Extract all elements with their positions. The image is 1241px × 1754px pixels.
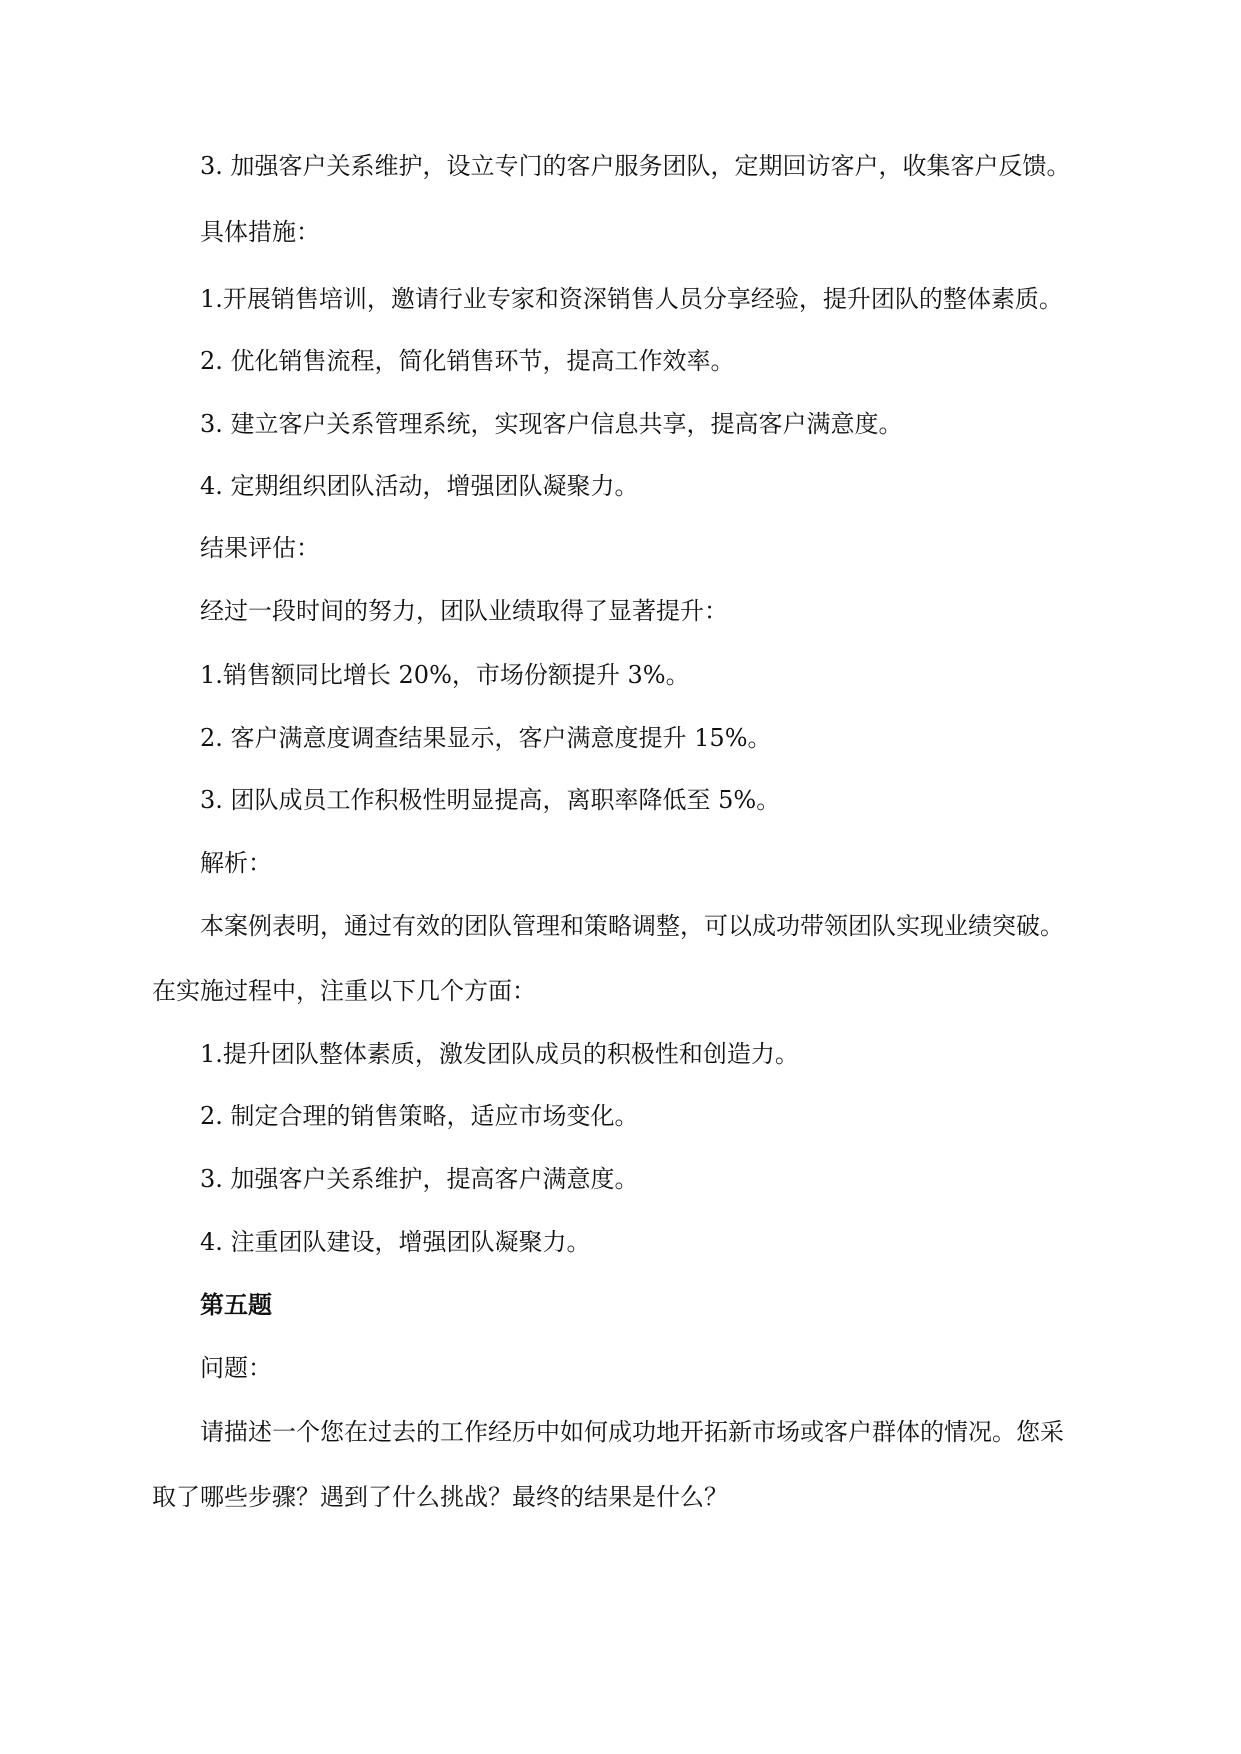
paragraph-line: 经过一段时间的努力，团队业绩取得了显著提升： (200, 597, 728, 625)
paragraph-line: 3. 加强客户关系维护，设立专门的客户服务团队，定期回访客户，收集客户反馈。 (200, 152, 1071, 180)
section-label: 解析： (200, 849, 272, 877)
list-item: 3. 加强客户关系维护，提高客户满意度。 (200, 1165, 639, 1193)
list-item: 2. 制定合理的销售策略，适应市场变化。 (200, 1102, 639, 1130)
list-item: 2. 优化销售流程，简化销售环节，提高工作效率。 (200, 347, 735, 375)
list-item: 2. 客户满意度调查结果显示，客户满意度提升 15%。 (200, 724, 772, 752)
list-item: 1.销售额同比增长 20%，市场份额提升 3%。 (200, 661, 690, 689)
paragraph-line: 本案例表明，通过有效的团队管理和策略调整，可以成功带领团队实现业绩突破。 (200, 912, 1064, 940)
list-item: 1.开展销售培训，邀请行业专家和资深销售人员分享经验，提升团队的整体素质。 (200, 285, 1063, 313)
section-label: 具体措施： (200, 218, 320, 246)
list-item: 3. 建立客户关系管理系统，实现客户信息共享，提高客户满意度。 (200, 410, 903, 438)
section-label: 问题： (200, 1354, 272, 1382)
paragraph-line: 在实施过程中，注重以下几个方面： (152, 977, 536, 1005)
list-item: 1.提升团队整体素质，激发团队成员的积极性和创造力。 (200, 1040, 799, 1068)
list-item: 3. 团队成员工作积极性明显提高，离职率降低至 5%。 (200, 786, 781, 814)
list-item: 4. 定期组织团队活动，增强团队凝聚力。 (200, 472, 639, 500)
list-item: 4. 注重团队建设，增强团队凝聚力。 (200, 1228, 591, 1256)
question-heading: 第五题 (200, 1291, 272, 1319)
paragraph-line: 请描述一个您在过去的工作经历中如何成功地开拓新市场或客户群体的情况。您采 (200, 1418, 1064, 1446)
paragraph-line: 取了哪些步骤？遇到了什么挑战？最终的结果是什么？ (152, 1483, 728, 1511)
section-label: 结果评估： (200, 534, 320, 562)
